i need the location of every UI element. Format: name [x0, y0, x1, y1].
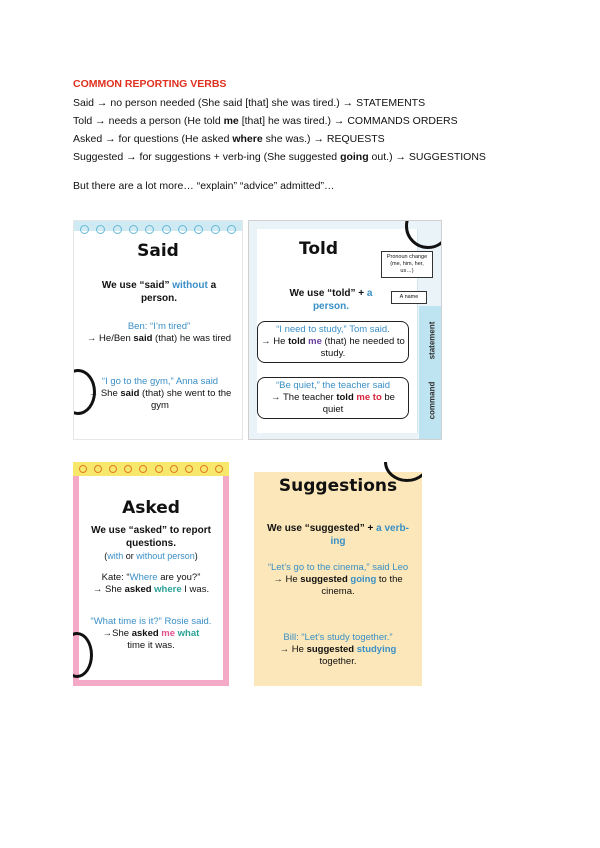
suggestions-rule: We use “suggested” + a verb-ing: [267, 523, 409, 547]
told-title: Told: [299, 239, 339, 259]
side-label-statement: statement: [427, 321, 437, 360]
said-title: Said: [137, 241, 179, 261]
card-top-band: [73, 462, 229, 476]
said-rule: We use “said” without a person.: [101, 280, 217, 304]
asked-line: Asked → for questions (He asked where she was.) → REQUESTS: [73, 133, 385, 145]
asked-title: Asked: [122, 498, 180, 518]
suggestions-example-2: Bill: “Let’s study together.” → He suggested studying together.: [279, 632, 397, 667]
asked-example-1: Kate: “Where are you?” → She asked where I was.: [92, 572, 210, 595]
told-rule: We use “told” + a person.: [289, 288, 373, 312]
name-note: A name: [391, 291, 427, 304]
suggestions-title: Suggestions: [278, 476, 398, 496]
told-line: Told → needs a person (He told me [that] he was tired.) → COMMANDS ORDERS: [73, 115, 458, 127]
said-card: [73, 220, 243, 440]
suggested-line: Suggested → for suggestions + verb-ing (She suggested going out.) → SUGGESTIONS: [73, 151, 486, 163]
side-label-command: command: [427, 381, 437, 420]
document-text: [73, 78, 573, 192]
told-example-1: “I need to study,” Tom said. → He told me (that) he needed to study.: [257, 321, 409, 363]
told-example-2: “Be quiet,” the teacher said → The teacher told me to be quiet: [257, 377, 409, 419]
asked-rule: We use “asked” to report questions. (with or without person): [91, 525, 211, 561]
asked-card: [73, 462, 229, 686]
told-card: [248, 220, 442, 440]
suggestions-card: [254, 462, 422, 686]
suggestions-example-1: “Let’s go to the cinema,” said Leo → He suggested going to the cinema.: [267, 562, 409, 597]
asked-example-2: “What time is it?” Rosie said. →She asked me what time it was.: [90, 616, 212, 651]
asked-paper: [79, 476, 223, 680]
told-side-strip: [419, 306, 441, 440]
said-example-2: “I go to the gym,” Anna said → She said (that) she went to the gym: [88, 376, 232, 411]
pronoun-note: Pronoun change (me, him, her, us…): [381, 251, 433, 278]
spiral-rings: [80, 225, 236, 237]
said-example-1: Ben: “I’m tired” → He/Ben said (that) he was tired: [86, 321, 232, 344]
page-heading: COMMON REPORTING VERBS: [73, 78, 227, 90]
more-verbs-note: But there are a lot more… “explain” “advice” admitted”…: [73, 180, 335, 192]
said-line: Said → no person needed (She said [that] she was tired.) → STATEMENTS: [73, 97, 426, 109]
